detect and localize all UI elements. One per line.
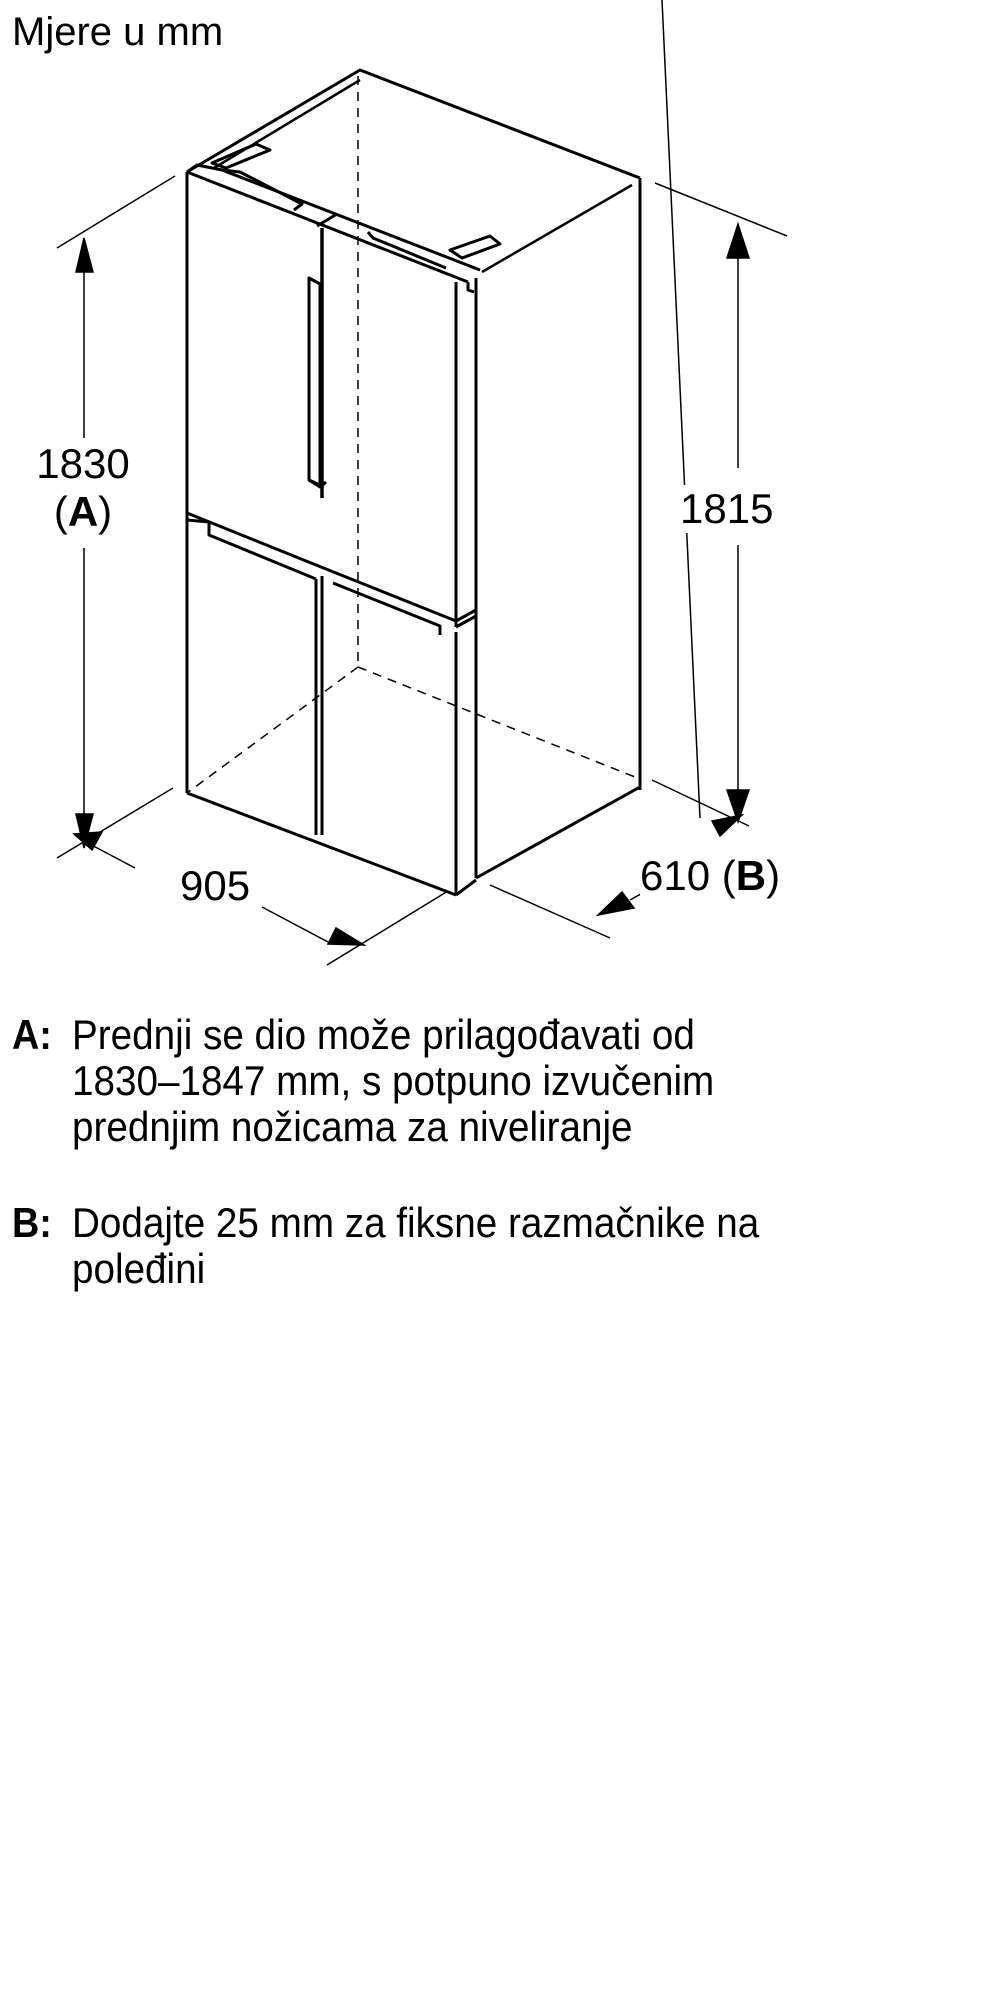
note-a-line-3: prednjim nožicama za niveliranje [72, 1103, 633, 1150]
note-a-line-2: 1830–1847 mm, s potpuno izvučenim [72, 1057, 715, 1104]
dimension-height-front-ref: (A) [53, 488, 113, 535]
dimension-lines [74, 0, 749, 945]
dimension-depth-ref: B [735, 852, 767, 899]
note-b-text [72, 1200, 900, 1292]
note-a [12, 1012, 972, 1150]
dimension-height-front-label [28, 440, 138, 536]
fridge-body [187, 70, 640, 895]
dimension-depth-value: 610 [640, 852, 711, 899]
notes-section [12, 1012, 972, 1342]
page-title: Mjere u mm [12, 10, 224, 54]
dimension-height-body-label: 1815 [680, 485, 774, 532]
dimension-height-front-value: 1830 [36, 440, 130, 487]
note-a-key: A: [12, 1011, 52, 1058]
extension-lines [57, 176, 787, 965]
note-b-line-2: poleđini [72, 1245, 206, 1292]
dimension-depth-label: 610 (B) [640, 852, 781, 899]
note-b-line-1: Dodajte 25 mm za fiksne razmačnike na [72, 1199, 760, 1246]
note-b [12, 1200, 972, 1292]
dimension-width-label: 905 [180, 862, 251, 909]
note-a-line-1: Prednji se dio može prilagođavati od [72, 1011, 695, 1058]
note-b-key: B: [12, 1199, 52, 1246]
note-a-text [72, 1012, 900, 1150]
